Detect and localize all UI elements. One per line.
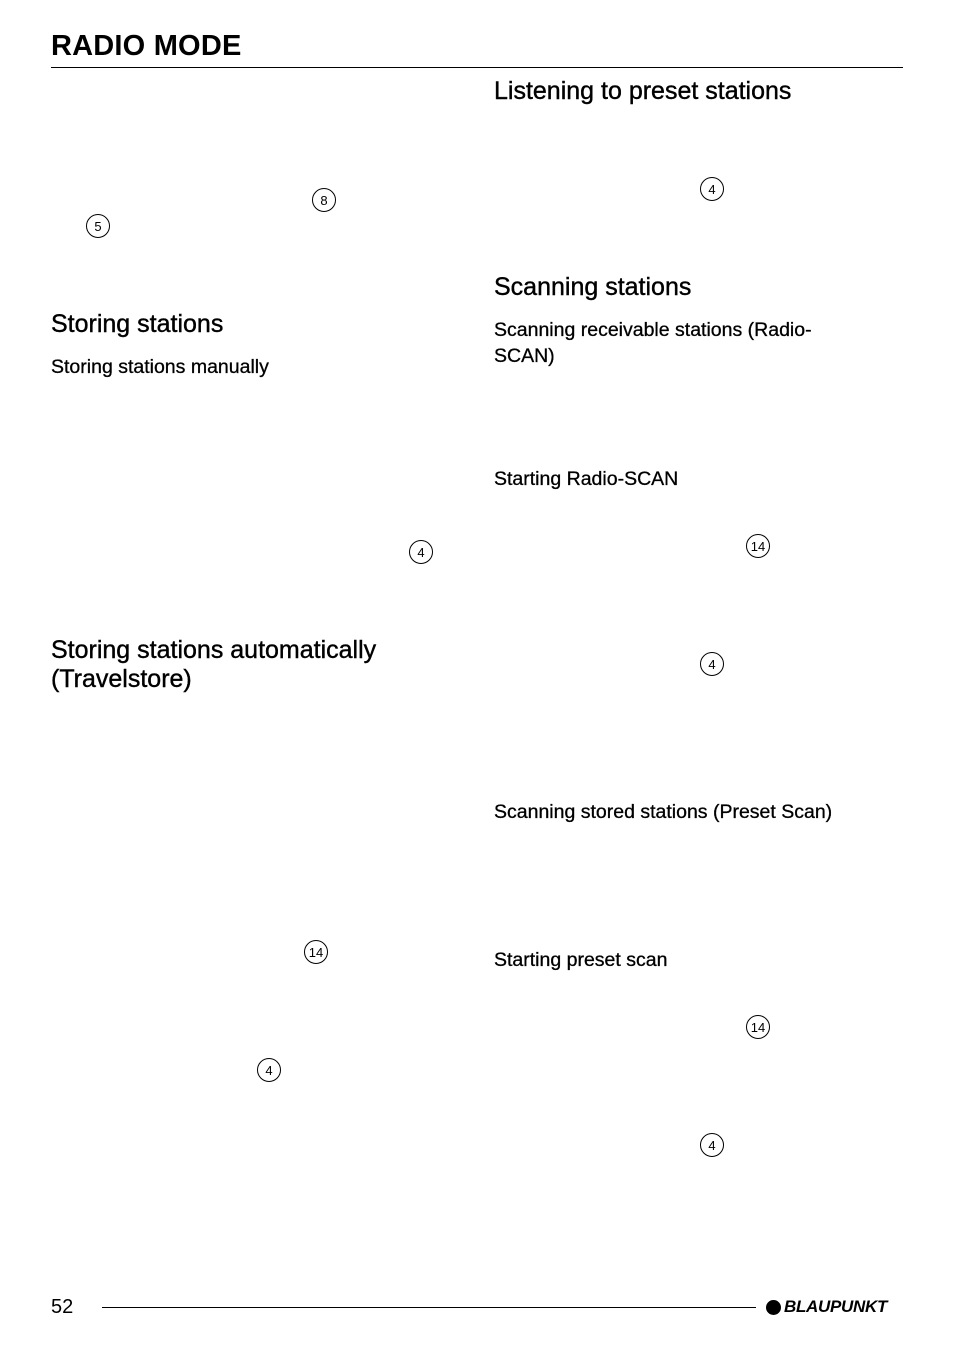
section-heading-storing-stations: Storing stations [51,310,224,338]
section-heading-travelstore: Storing stations automatically [51,636,377,664]
page-number: 52 [51,1296,74,1318]
subheading-preset-scan: Scanning stored stations (Preset Scan) [494,801,833,823]
reference-marker: 14 [746,1015,770,1039]
reference-marker: 4 [700,177,724,201]
title-divider [51,67,903,68]
page-title: RADIO MODE [51,30,242,62]
subheading-radio-scan-line2: SCAN) [494,345,555,367]
reference-marker: 14 [304,940,328,964]
section-heading-travelstore-line2: (Travelstore) [51,665,192,693]
subheading-radio-scan: Scanning receivable stations (Radio- [494,319,812,341]
footer-divider [102,1307,756,1308]
brand-logo [766,1297,887,1317]
subheading-starting-preset-scan: Starting preset scan [494,949,668,971]
reference-marker: 4 [700,652,724,676]
reference-marker: 4 [257,1058,281,1082]
reference-marker: 8 [312,188,336,212]
brand-dot-icon [766,1300,781,1315]
subheading-starting-radio-scan: Starting Radio-SCAN [494,468,679,490]
reference-marker: 5 [86,214,110,238]
section-heading-scanning-stations: Scanning stations [494,273,692,301]
reference-marker: 14 [746,534,770,558]
reference-marker: 4 [700,1133,724,1157]
section-heading-preset-stations: Listening to preset stations [494,77,792,105]
brand-name: BLAUPUNKT [784,1297,888,1316]
reference-marker: 4 [409,540,433,564]
subheading-storing-manually: Storing stations manually [51,356,269,378]
